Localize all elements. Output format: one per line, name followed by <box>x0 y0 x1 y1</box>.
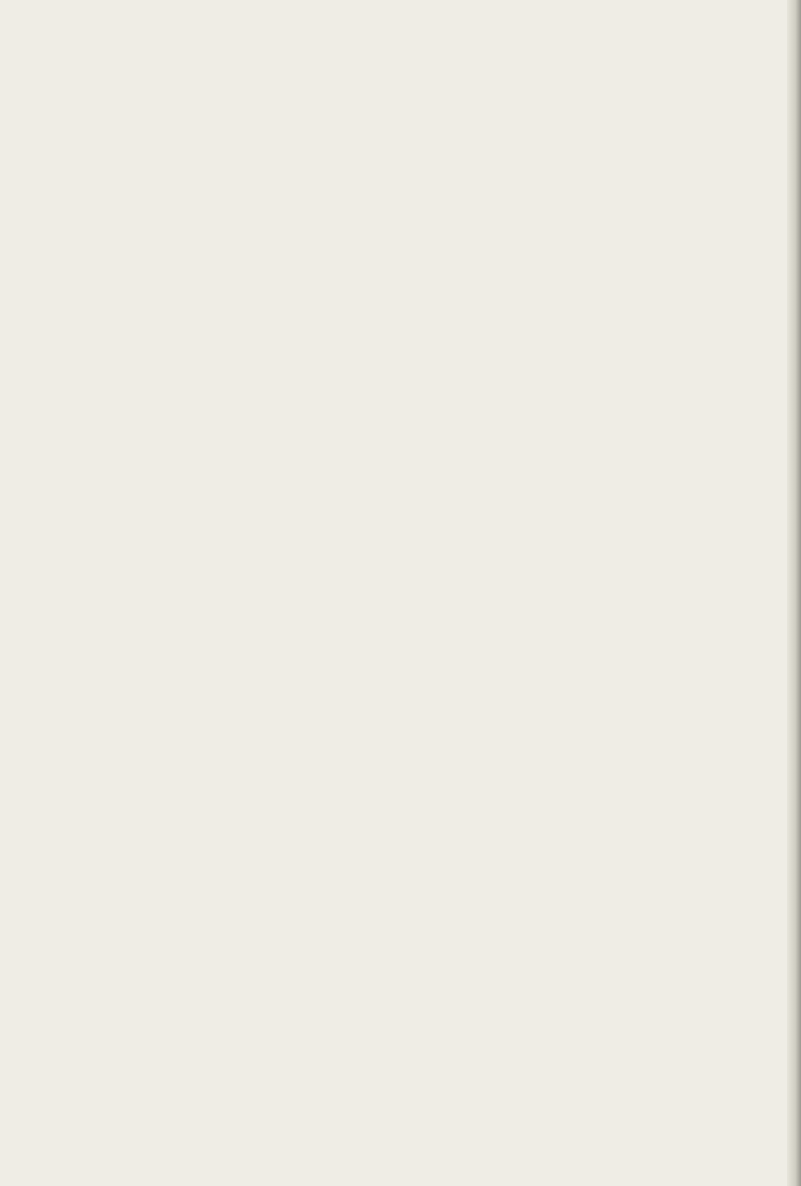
page-edge <box>787 0 801 1186</box>
